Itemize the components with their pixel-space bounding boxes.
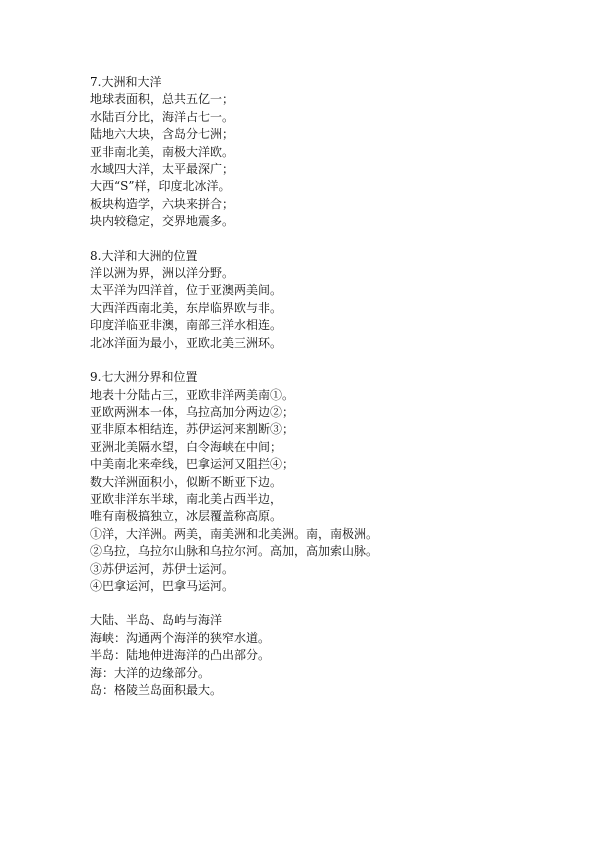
text-line: 板块构造学，六块来拼合； bbox=[90, 196, 235, 211]
text-line: 陆地六大块，含岛分七洲； bbox=[90, 127, 235, 142]
text-line: 海峡：沟通两个海洋的狭窄水道。 bbox=[90, 630, 271, 645]
section-heading: 大陆、半岛、岛屿与海洋 bbox=[90, 613, 223, 628]
text-line: 亚欧非洋东半球，南北美占西半边， bbox=[90, 491, 283, 506]
text-line: 太平洋为四洋首，位于亚澳两美间。 bbox=[90, 283, 283, 298]
text-line: 亚非南北美，南极大洋欧。 bbox=[90, 144, 235, 159]
text-line: 数大洋洲面积小，似断不断亚下边。 bbox=[90, 474, 283, 489]
section-continents-oceans bbox=[90, 74, 550, 231]
text-line: 印度洋临亚非澳，南部三洋水相连。 bbox=[90, 318, 283, 333]
text-line: 水域四大洋，太平最深广； bbox=[90, 162, 235, 177]
footnote-line: ③苏伊运河，苏伊士运河。 bbox=[90, 561, 235, 576]
text-line: 块内较稳定，交界地震多。 bbox=[90, 214, 235, 229]
footnote-line: ②乌拉，乌拉尔山脉和乌拉尔河。高加，高加索山脉。 bbox=[90, 544, 379, 559]
text-line: 地表十分陆占三，亚欧非洋两美南①。 bbox=[90, 387, 295, 402]
section-heading: 7.大洲和大洋 bbox=[90, 75, 162, 89]
text-line: 岛：格陵兰岛面积最大。 bbox=[90, 683, 223, 697]
footnote-line: ④巴拿运河，巴拿马运河。 bbox=[90, 578, 235, 593]
text-line: 半岛：陆地伸进海洋的凸出部分。 bbox=[90, 648, 271, 663]
section-heading: 9.七大洲分界和位置 bbox=[90, 370, 198, 385]
section-seven-continents bbox=[90, 369, 550, 595]
text-line: 中美南北来牵线，巴拿运河又阻拦④； bbox=[90, 457, 295, 472]
text-line: 地球表面积，总共五亿一； bbox=[90, 92, 235, 107]
text-line: 水陆百分比，海洋占七一。 bbox=[90, 109, 235, 124]
text-line: 北冰洋面为最小，亚欧北美三洲环。 bbox=[90, 335, 283, 350]
text-line: 亚欧两洲本一体，乌拉高加分两边②； bbox=[90, 404, 295, 419]
document-content bbox=[90, 74, 550, 699]
text-line: 大西洋西南北美，东岸临界欧与非。 bbox=[90, 300, 283, 315]
text-line: 海：大洋的边缘部分。 bbox=[90, 665, 211, 680]
text-line: 洋以洲为界，洲以洋分野。 bbox=[90, 266, 235, 281]
text-line: 唯有南极搞独立，冰层覆盖称高原。 bbox=[90, 509, 283, 524]
text-line: 亚非原本相结连，苏伊运河来割断③； bbox=[90, 422, 295, 437]
section-ocean-continent-location bbox=[90, 248, 550, 352]
text-line: 亚洲北美隔水望，白令海峡在中间； bbox=[90, 439, 283, 454]
section-heading: 8.大洋和大洲的位置 bbox=[90, 248, 198, 263]
footnote-line: ①洋，大洋洲。两美，南美洲和北美洲。南，南极洲。 bbox=[90, 526, 379, 541]
text-line: 大西“S”样，印度北冰洋。 bbox=[90, 179, 231, 194]
section-landforms-seas bbox=[90, 612, 550, 699]
